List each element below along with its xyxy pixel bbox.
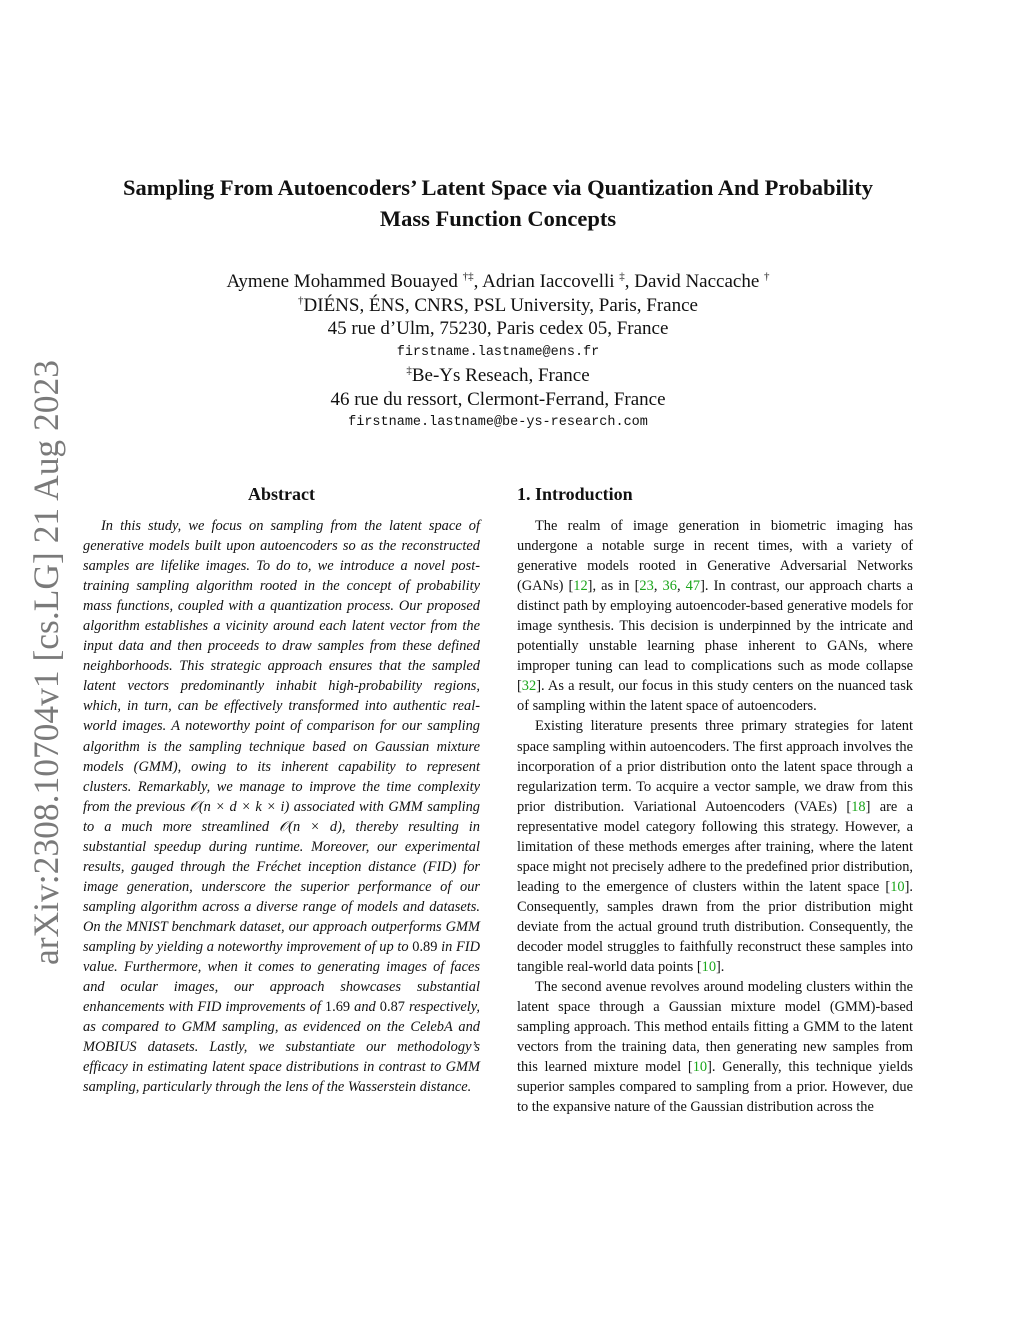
introduction-heading: 1. Introduction: [517, 484, 633, 504]
title-line-1: Sampling From Autoencoders’ Latent Space via Quantization And Probability: [122, 175, 874, 200]
paper-title: [80, 172, 916, 234]
citation-link[interactable]: 10: [701, 959, 717, 976]
introduction-column: [517, 482, 913, 1117]
affiliation-1-email: firstname.lastname@ens.fr: [396, 344, 600, 360]
affiliation-1-address: 45 rue d’Ulm, 75230, Paris cedex 05, France: [327, 318, 669, 339]
affiliation-2: ‡Be-Ys Reseach, France: [406, 364, 590, 386]
author-block: [80, 270, 916, 435]
intro-paragraph-3: The second avenue revolves around modeling clusters within the latent space through a Gaussian mixture model (GMM)-based sampling approach. This method entails fitting a GMM to the latent vectors from the training data, then generating new samples from this learned mixture model [10]. Generally, this technique yields superior samples compared to sampling from a prior. However, due to the expansive nature of the Gaussian distribution across the: [517, 979, 913, 1116]
abstract-text: In this study, we focus on sampling from the latent space of generative models built upon autoencoders so as the reconstructed samples are lifelike images. To do to, we introduce a novel post-training sampling algorithm rooted in the concept of probability mass functions, coupled with a quantization process. Our proposed algorithm establishes a vicinity around each latent vector from the input data and then proceeds to draw samples from these defined neighborhoods. This strategic approach ensures that the sampled latent vectors predominantly inhabit high-probability regions, which, in turn, can be effectively transformed into authentic real-world images. A noteworthy point of comparison for our sampling algorithm is the sampling technique based on Gaussian mixture models (GMM), owing to its inherent capability to represent clusters. Remarkably, we manage to improve the time complexity from the previous 𝒪(n × d × k × i) associated with GMM sampling to a much more streamlined 𝒪(n × d), thereby resulting in substantial speedup during runtime. Moreover, our experimental results, gauged through the Fréchet inception distance (FID) for image generation, underscore the superior performance of our sampling algorithm across a diverse range of models and datasets. On the MNIST benchmark dataset, our approach outperforms GMM sampling by yielding a noteworthy improvement of up to 0.89 in FID value. Furthermore, when it comes to generating images of faces and ocular images, our approach showcases substantial enhancements with FID improvements of 1.69 and 0.87 respectively, as compared to GMM sampling, as evidenced on the CelebA and MOBIUS datasets. Lastly, we substantiate our methodology’s efficacy in estimating latent space distributions in contrast to GMM sampling, particularly through the lens of the Wasserstein distance.: [83, 518, 480, 1096]
affiliation-1: †DIÉNS, ÉNS, CNRS, PSL University, Paris, France: [298, 294, 698, 316]
citation-link[interactable]: 10: [890, 878, 905, 895]
intro-paragraph-2: Existing literature presents three primary strategies for latent space sampling within autoencoders. The first approach involves the incorporation of a prior distribution onto the latent space through a regularization term. To acquire a vector sample, we draw from this prior distribution. Variational Autoencoders (VAEs) [18] are a representative model category following this strategy. However, a limitation of these methods emerges after training, where the latent space might not precisely adhere to the predefined prior distribution, leading to the emergence of clusters within the latent space [10]. Consequently, samples drawn from the prior distribution might deviate from the actual ground truth distribution. Consequently, the decoder model struggles to faithfully reconstruct these samples into tangible real-world data points [10].: [517, 718, 913, 976]
citation-link[interactable]: 32: [521, 678, 537, 695]
citation-link[interactable]: 47: [685, 578, 701, 595]
citation-link[interactable]: 12: [573, 578, 588, 595]
arxiv-side-identifier: [6, 350, 86, 970]
affiliation-2-email: firstname.lastname@be-ys-research.com: [348, 415, 648, 430]
intro-paragraph-1: The realm of image generation in biometric imaging has undergone a notable surge in recent times, with a variety of generative models rooted in Generative Adversarial Networks (GANs) [12], as in [23, 36, 47]. In contrast, our approach charts a distinct path by employing autoencoder-based generative models for image synthesis. This decision is underpinned by the intricate and potentially unstable learning phase inherent to GANs, where improper tuning can lead to complications such as mode collapse [32]. As a result, our focus in this study centers on the nuanced task of sampling within the latent space of autoencoders.: [517, 518, 914, 715]
abstract-heading: Abstract: [248, 484, 315, 504]
citation-link[interactable]: 23: [639, 578, 654, 595]
arxiv-identifier-text: arXiv:2308.10704v1 [cs.LG] 21 Aug 2023: [26, 351, 66, 965]
author-names: Aymene Mohammed Bouayed †‡, Adrian Iaccovelli ‡, David Naccache †: [226, 270, 770, 292]
abstract-column: [83, 482, 480, 1097]
citation-link[interactable]: 18: [851, 798, 866, 815]
title-line-2: Mass Function Concepts: [379, 206, 617, 231]
affiliation-2-address: 46 rue du ressort, Clermont-Ferrand, France: [330, 388, 666, 410]
citation-link[interactable]: 36: [662, 578, 677, 595]
citation-link[interactable]: 10: [692, 1059, 708, 1076]
